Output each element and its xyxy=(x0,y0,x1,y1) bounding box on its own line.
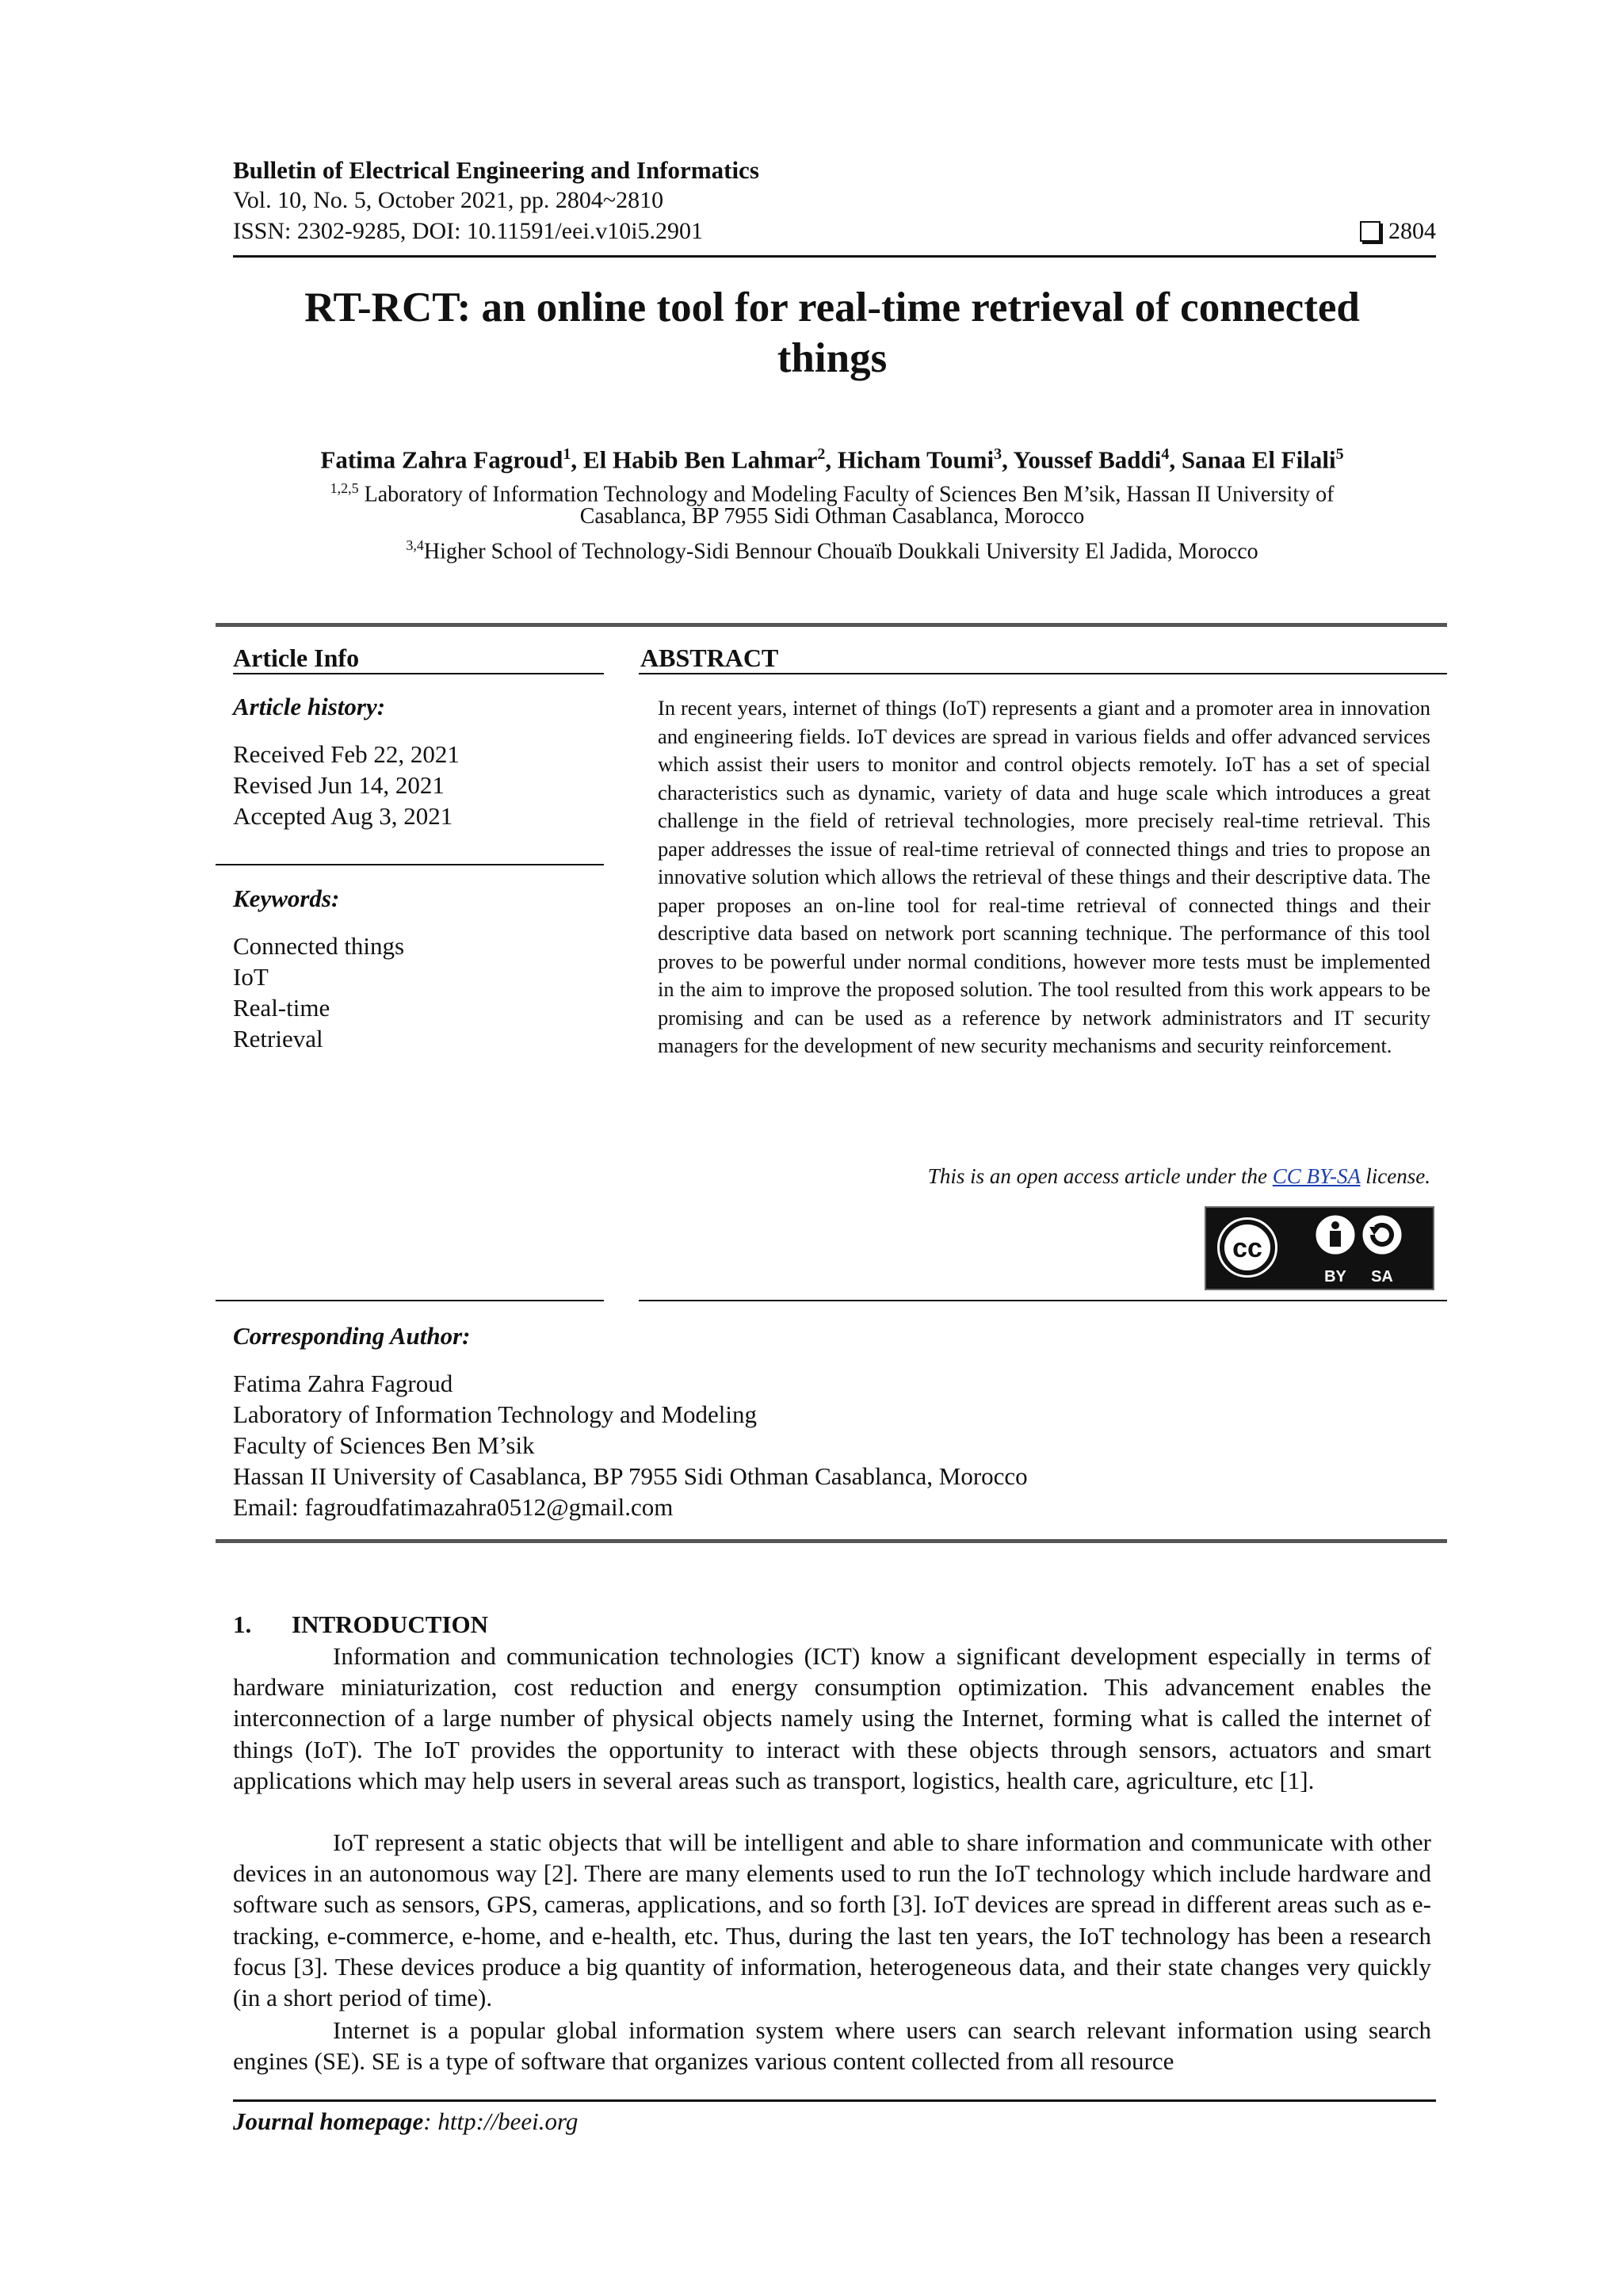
affiliation-1-line-1: Laboratory of Information Technology and Modeling Faculty of Sciences Ben M’sik, Hassan II University of xyxy=(358,482,1335,507)
page-number-text: 2804 xyxy=(1388,218,1436,244)
cc-badge-graphic xyxy=(1206,1208,1433,1289)
corresponding-university: Hassan II University of Casablanca, BP 7955 Sidi Othman Casablanca, Morocco xyxy=(233,1462,1028,1490)
affiliation-2-line: Higher School of Technology-Sidi Bennour Chouaïb Doukkali University El Jadida, Morocco xyxy=(423,539,1258,564)
intro-paragraph-2: IoT represent a static objects that will be intelligent and able to share information and communicate with other devices in an autonomous way [2]. There are many elements used to run the IoT technology which include hardware and software such as sensors, GPS, cameras, applications, and so forth [3]. IoT devices are spread in different areas such as e-tracking, e-commerce, e-home, and e-health, etc. Thus, during the last ten years, the IoT technology has been a research focus [3]. These devices produce a big quantity of information, heterogeneous data, and their state changes very quickly (in a short period of time). xyxy=(233,1828,1431,2012)
license-pre: This is an open access article under the xyxy=(927,1164,1273,1188)
revised-date: Revised Jun 14, 2021 xyxy=(233,771,445,799)
article-info-heading: Article Info xyxy=(233,644,360,672)
keyword-item: Retrieval xyxy=(233,1025,323,1052)
title-line-2: things xyxy=(777,335,888,381)
license-line xyxy=(928,1162,1430,1190)
intro-paragraph-3: Internet is a popular global information system where users can search relevant information using search engines (SE). SE is a type of software that organizes various content collected from all resource xyxy=(233,2016,1431,2076)
author-name: El Habib Ben Lahmar xyxy=(582,445,818,474)
author-separator: , xyxy=(1169,445,1182,474)
corresponding-bottom-rule xyxy=(216,1539,1447,1543)
journal-homepage xyxy=(233,2106,578,2137)
author-affiliation-sup: 5 xyxy=(1335,445,1344,463)
affiliation-1-sup: 1,2,5 xyxy=(330,480,359,496)
badge-sa-label: SA xyxy=(1371,1268,1393,1286)
journal-volume: Vol. 10, No. 5, October 2021, pp. 2804~2810 xyxy=(233,187,664,213)
badge-by-label: BY xyxy=(1324,1268,1346,1286)
author-affiliation-sup: 2 xyxy=(817,445,826,463)
keyword-item: Real-time xyxy=(233,994,330,1022)
footer-label: Journal homepage xyxy=(233,2107,424,2135)
author-separator: , xyxy=(1002,445,1014,474)
author-separator: , xyxy=(825,445,838,474)
keyword-item: IoT xyxy=(233,963,269,991)
journal-name: Bulletin of Electrical Engineering and Informatics xyxy=(233,156,759,184)
keywords-heading: Keywords: xyxy=(233,884,340,912)
abstract-text: In recent years, internet of things (IoT) represents a giant and a promoter area in innovation and engineering fields. IoT devices are spread in various fields and offer advanced services which assist their users to monitor and control objects remotely. IoT has a set of special characteristics such as dynamic, variety of data and huge scale which introduces a great challenge in the field of retrieval technologies, more precisely real-time retrieval. This paper addresses the issue of real-time retrieval of connected things and tries to propose an innovative solution which allows the retrieval of these things and their descriptive data. The paper proposes an on-line tool for real-time retrieval of connected things and their descriptive data based on network port scanning technique. The performance of this tool proves to be powerful under normal conditions, however more tests must be implemented in the aim to improve the proposed solution. The tool resulted from this work appears to be promising and can be used as a reference by network administrators and IT security managers for the development of new security mechanisms and security reinforcement. xyxy=(658,696,1430,1057)
keyword-list xyxy=(233,930,404,1054)
author-name: Hicham Toumi xyxy=(837,445,995,474)
info-bottom-rule-right xyxy=(639,1300,1447,1301)
license-post: license. xyxy=(1360,1164,1430,1188)
title-line-1: RT-RCT: an online tool for real-time retrieval of connected xyxy=(304,285,1360,330)
journal-issn: ISSN: 2302-9285, DOI: 10.11591/eei.v10i5.2901 xyxy=(233,218,704,244)
author-affiliation-sup: 4 xyxy=(1161,445,1170,463)
introduction-heading xyxy=(233,1609,488,1641)
corresponding-faculty: Faculty of Sciences Ben M’sik xyxy=(233,1431,535,1459)
keyword-item: Connected things xyxy=(233,932,405,960)
section-number: 1. xyxy=(233,1610,252,1638)
corresponding-name: Fatima Zahra Fagroud xyxy=(233,1370,453,1397)
received-date: Received Feb 22, 2021 xyxy=(233,740,460,768)
footer-url[interactable]: : http://beei.org xyxy=(423,2107,579,2135)
cc-letters: cc xyxy=(1232,1233,1262,1263)
accepted-date: Accepted Aug 3, 2021 xyxy=(233,802,453,830)
corresponding-lab: Laboratory of Information Technology and Modeling xyxy=(233,1400,758,1428)
author-name: Sanaa El Filali xyxy=(1181,445,1336,474)
share-alike-icon xyxy=(1361,1214,1403,1255)
corresponding-email[interactable]: Email: fagroudfatimazahra0512@gmail.com xyxy=(233,1493,674,1521)
author-affiliation-sup: 1 xyxy=(563,445,571,463)
keywords-rule xyxy=(216,864,604,865)
author-name: Youssef Baddi xyxy=(1013,445,1162,474)
intro-paragraph-1: Information and communication technologies (ICT) know a significant development especially in terms of hardware miniaturization, cost reduction and energy consumption optimization. This advancement enables the interconnection of a large number of physical objects namely using the Internet, forming what is called the internet of things (IoT). The IoT provides the opportunity to interact with these objects through sensors, actuators and smart applications which may help users in several areas such as transport, logistics, health care, agriculture, etc [1]. xyxy=(233,1642,1431,1794)
article-history-heading: Article history: xyxy=(233,693,386,720)
author-list xyxy=(158,439,1506,475)
cc-by-sa-badge[interactable] xyxy=(1205,1206,1434,1290)
header-rule xyxy=(233,255,1436,258)
page-number xyxy=(1360,216,1436,246)
info-top-rule xyxy=(216,623,1447,627)
affiliation-2-sup: 3,4 xyxy=(406,537,424,553)
affiliation-1-cont: Casablanca, BP 7955 Sidi Othman Casablanca, Morocco xyxy=(579,504,1085,529)
author-separator: , xyxy=(571,445,583,474)
info-bottom-rule-left xyxy=(216,1300,604,1301)
box-icon xyxy=(1360,221,1381,242)
paper-title xyxy=(198,282,1466,384)
abstract-heading: ABSTRACT xyxy=(640,644,779,672)
footer-rule xyxy=(233,2099,1436,2102)
section-title: INTRODUCTION xyxy=(292,1610,489,1638)
affiliation-2 xyxy=(158,531,1506,566)
author-name: Fatima Zahra Fagroud xyxy=(320,445,563,474)
cc-by-sa-link[interactable]: CC BY-SA xyxy=(1272,1164,1361,1188)
corresponding-author-heading: Corresponding Author: xyxy=(233,1322,471,1350)
author-affiliation-sup: 3 xyxy=(994,445,1002,463)
